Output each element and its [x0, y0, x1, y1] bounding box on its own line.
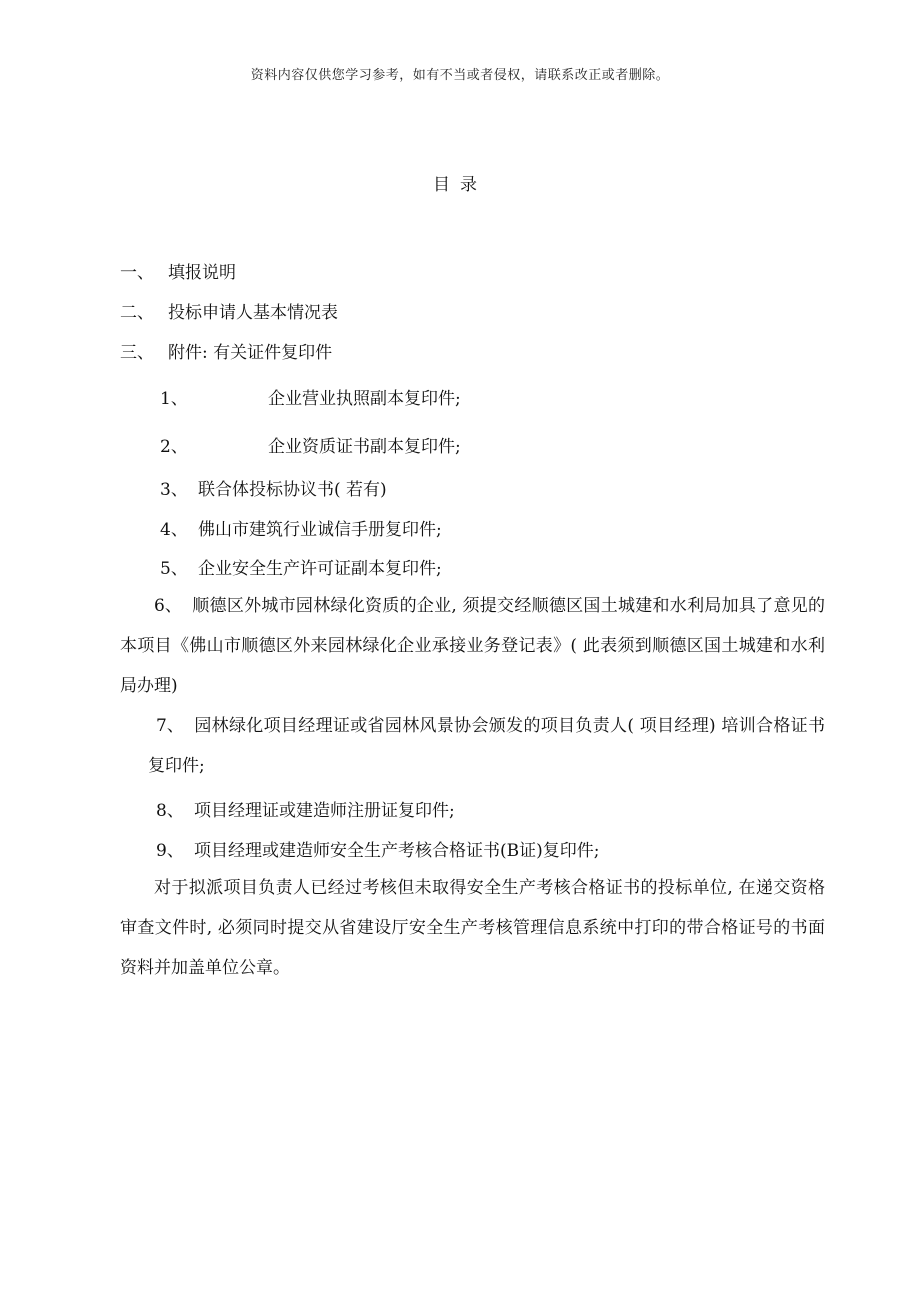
list-item-7 [148, 706, 825, 786]
item-text: 项目经理或建造师安全生产考核合格证书(B证)复印件; [194, 841, 600, 861]
list-item-6 [120, 586, 825, 706]
section-number: 三、 [120, 343, 154, 363]
item-number: 6、 [154, 596, 182, 616]
item-text: 项目经理证或建造师注册证复印件; [194, 801, 455, 821]
list-item-4 [160, 515, 442, 540]
page-title: 目录 [433, 175, 487, 195]
item-text: 企业营业执照副本复印件; [268, 389, 461, 409]
section-2 [120, 298, 338, 323]
section-label: 投标申请人基本情况表 [168, 303, 338, 323]
item-number: 4、 [160, 520, 188, 540]
list-item-1 [160, 384, 461, 409]
section-number: 二、 [120, 303, 154, 323]
item-text: 顺德区外城市园林绿化资质的企业, 须提交经顺德区国土城建和水利局加具了意见的本项目《佛山市顺德区外来园林绿化企业承接业务登记表》( 此表须到顺德区国土城建和水利局办理) [120, 596, 825, 696]
section-1 [120, 258, 236, 283]
list-item-2 [160, 432, 461, 457]
list-item-3 [160, 475, 387, 500]
list-item-8 [156, 796, 455, 821]
list-item-9 [156, 836, 599, 861]
item-number: 1、 [160, 389, 188, 409]
section-number: 一、 [120, 263, 154, 283]
list-item-5 [160, 554, 442, 579]
item-text: 企业安全生产许可证副本复印件; [198, 559, 442, 579]
section-3 [120, 338, 332, 363]
item-number: 5、 [160, 559, 188, 579]
item-text: 企业资质证书副本复印件; [268, 437, 461, 457]
item-text: 佛山市建筑行业诚信手册复印件; [198, 520, 442, 540]
section-label: 填报说明 [168, 263, 236, 283]
item-number: 8、 [156, 801, 184, 821]
item-text: 园林绿化项目经理证或省园林风景协会颁发的项目负责人( 项目经理) 培训合格证书复印件; [148, 716, 825, 776]
item-number: 9、 [156, 841, 184, 861]
item-number: 2、 [160, 437, 188, 457]
section-label: 附件: 有关证件复印件 [168, 343, 333, 363]
page-header-disclaimer: 资料内容仅供您学习参考，如有不当或者侵权，请联系改正或者删除。 [250, 68, 670, 83]
note-paragraph: 对于拟派项目负责人已经过考核但未取得安全生产考核合格证书的投标单位, 在递交资格审查文件时, 必须同时提交从省建设厅安全生产考核管理信息系统中打印的带合格证号的书面资料并加盖单位公章。 [120, 878, 825, 978]
item-number: 3、 [160, 480, 188, 500]
item-number: 7、 [156, 716, 184, 736]
item-text: 联合体投标协议书( 若有) [198, 480, 387, 500]
